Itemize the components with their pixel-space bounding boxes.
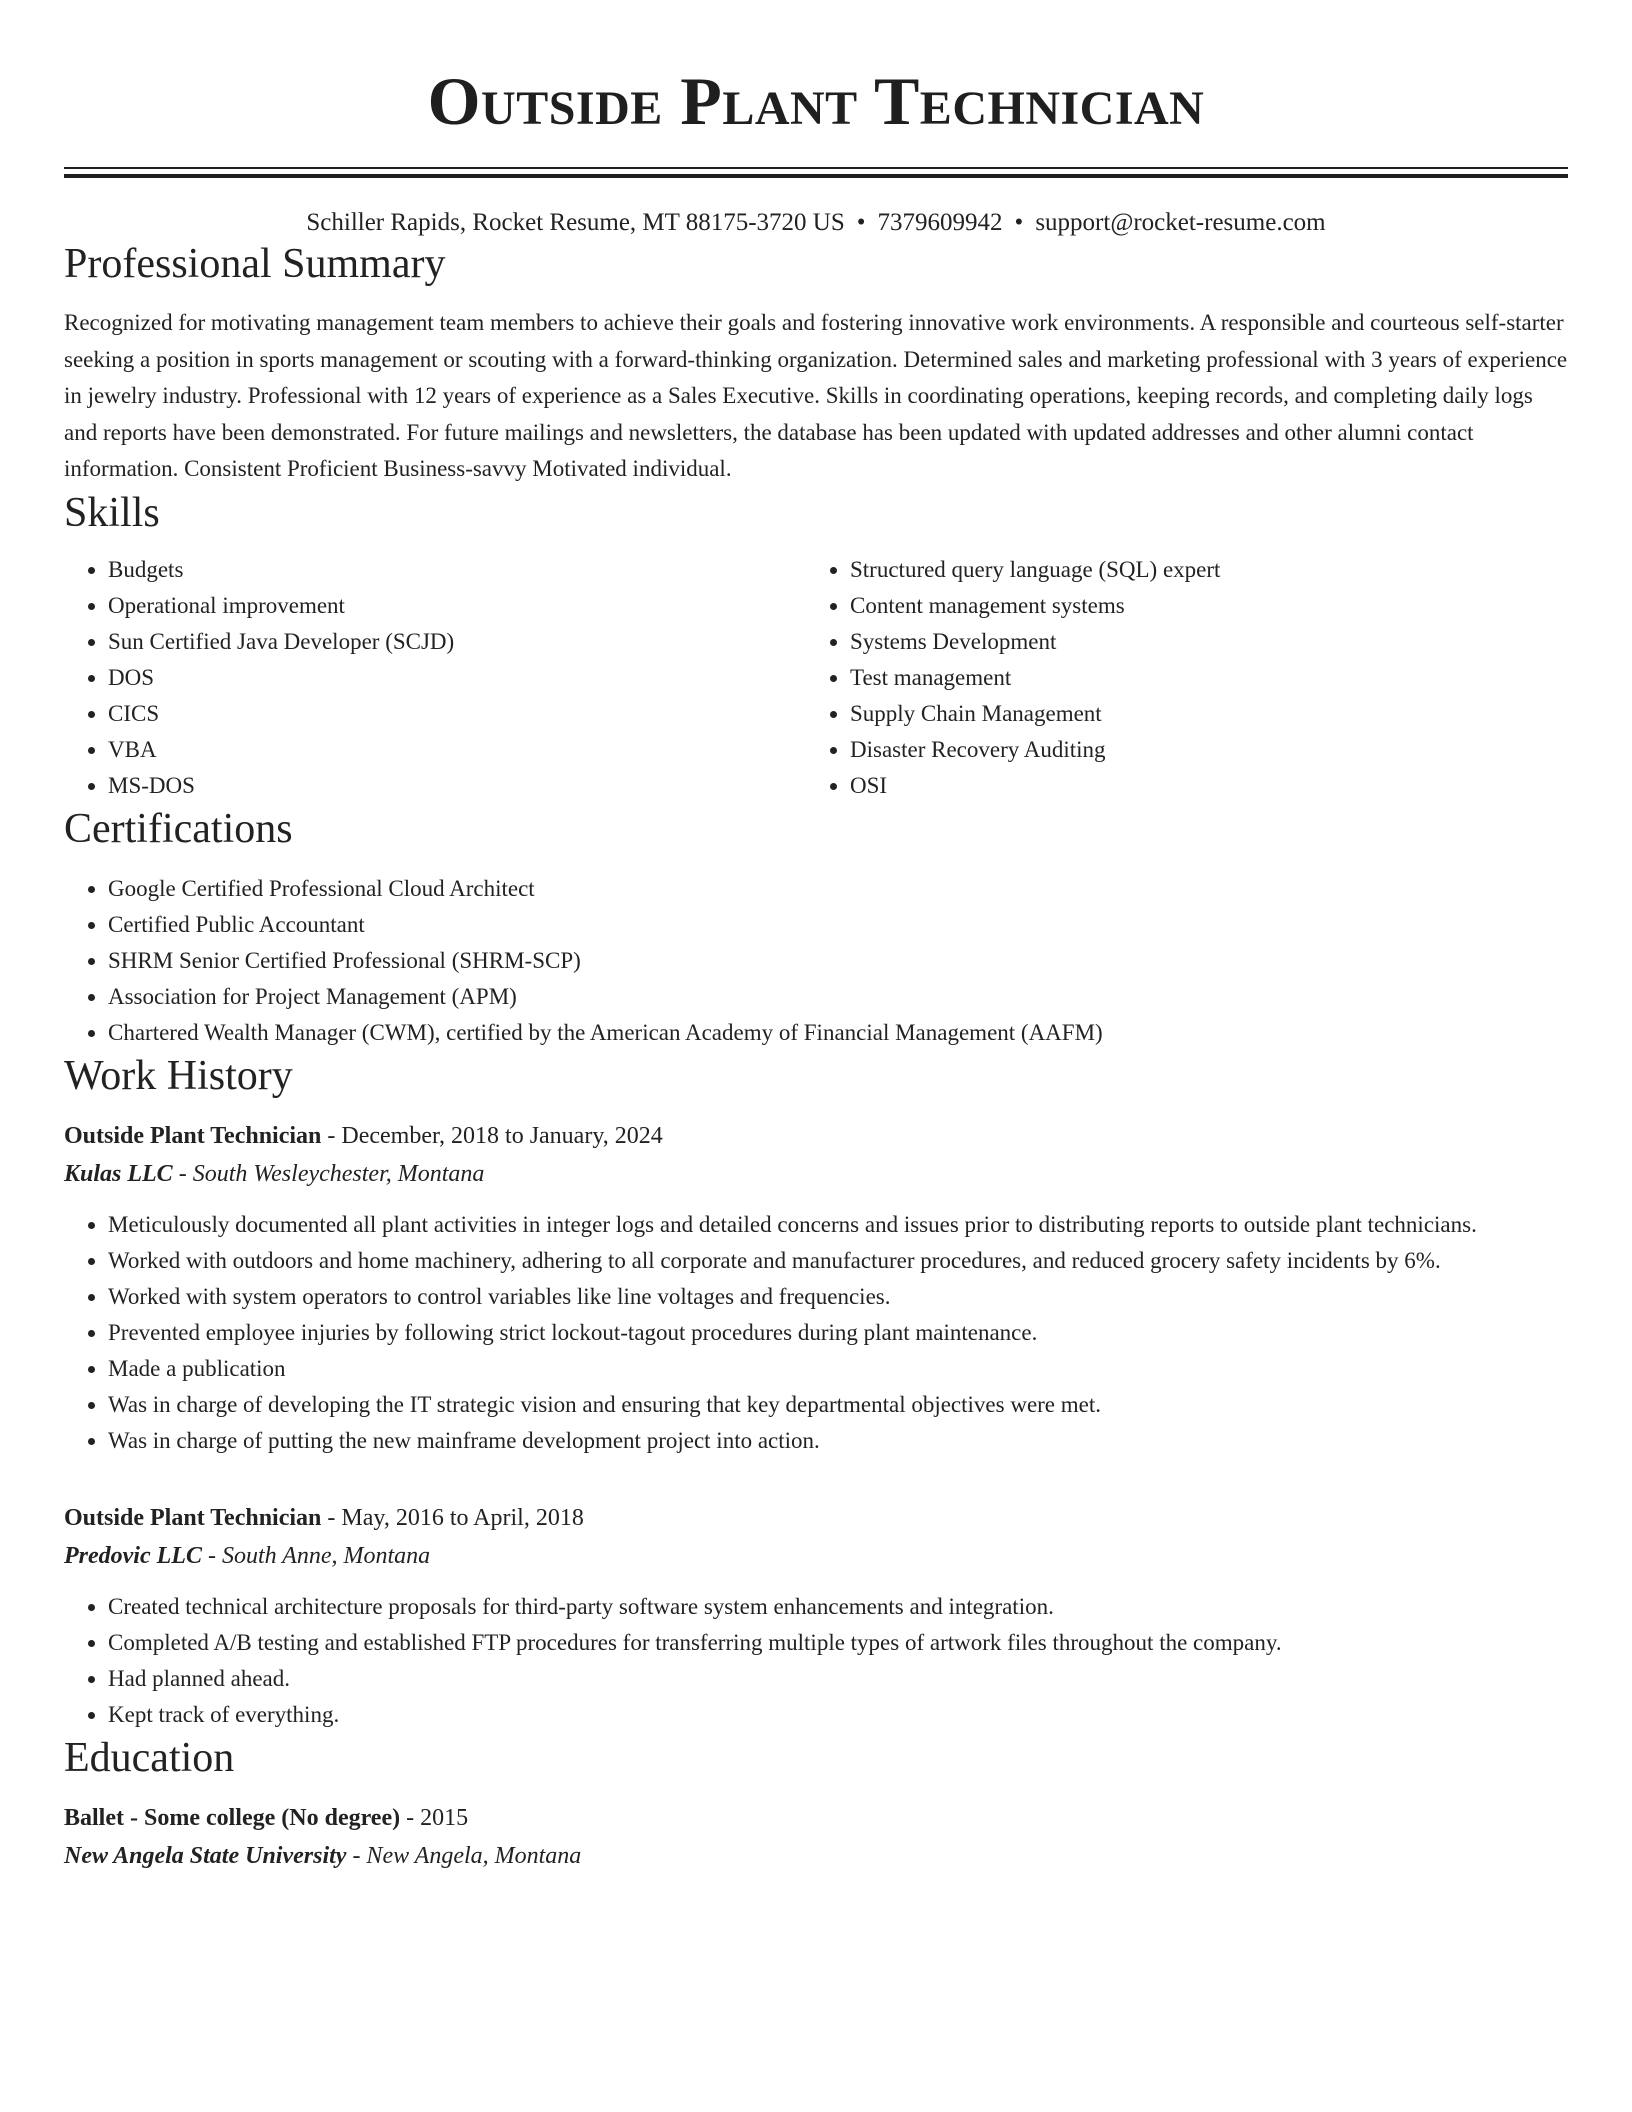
education-location: - New Angela, Montana <box>352 1842 582 1869</box>
resume-title: Outside Plant Technician <box>427 63 1205 139</box>
contact-line <box>64 207 1568 239</box>
job-dates: - May, 2016 to April, 2018 <box>327 1504 584 1531</box>
job-bullet: • Prevented employee injuries by following strict lockout-tagout procedures during plant maintenance. <box>108 1315 1568 1351</box>
job-bullet: • Created technical architecture proposals for third-party software system enhancements and integration. <box>108 1589 1568 1625</box>
certification-item: • Association for Project Management (APM) <box>108 979 1568 1015</box>
job-company-line <box>64 1537 1568 1575</box>
job-company: Kulas LLC <box>64 1160 173 1187</box>
job-entry <box>64 1117 1568 1459</box>
job-title-line <box>64 1117 1568 1155</box>
certification-item: • Certified Public Accountant <box>108 907 1568 943</box>
skill-item: • VBA <box>108 732 806 768</box>
contact-separator: • <box>856 209 866 236</box>
job-title-line <box>64 1499 1568 1537</box>
job-location: - South Anne, Montana <box>207 1542 431 1569</box>
job-bullet: • Meticulously documented all plant activities in integer logs and detailed concerns and issues prior to distributing reports to outside plant technicians. <box>108 1207 1568 1243</box>
skill-item: • Supply Chain Management <box>850 696 1548 732</box>
skills-columns <box>64 552 1568 804</box>
skill-item: • Budgets <box>108 552 806 588</box>
skill-item: • CICS <box>108 696 806 732</box>
title-double-rule <box>64 167 1568 178</box>
certification-item: • SHRM Senior Certified Professional (SHRM-SCP) <box>108 943 1568 979</box>
job-role: Outside Plant Technician <box>64 1504 322 1531</box>
education-heading: Education <box>64 1734 235 1781</box>
job-bullet: • Was in charge of developing the IT strategic vision and ensuring that key departmental objectives were met. <box>108 1387 1568 1423</box>
education-entry <box>64 1799 1568 1875</box>
skill-item: • Sun Certified Java Developer (SCJD) <box>108 624 806 660</box>
job-bullet: • Kept track of everything. <box>108 1697 1568 1733</box>
certifications-heading: Certifications <box>64 805 293 852</box>
skill-item: • Test management <box>850 660 1548 696</box>
job-bullet: • Completed A/B testing and established FTP procedures for transferring multiple types of artwork files throughout the company. <box>108 1625 1568 1661</box>
skills-list-left <box>64 552 806 804</box>
skill-item: • OSI <box>850 768 1548 804</box>
skills-column-left <box>64 552 806 804</box>
contact-address: Schiller Rapids, Rocket Resume, MT 88175-3720 US <box>306 209 845 236</box>
skill-item: • Operational improvement <box>108 588 806 624</box>
skills-column-right <box>806 552 1548 804</box>
contact-email: support@rocket-resume.com <box>1035 209 1326 236</box>
job-bullet: • Had planned ahead. <box>108 1661 1568 1697</box>
education-school: New Angela State University <box>64 1842 347 1869</box>
skill-item: • Structured query language (SQL) expert <box>850 552 1548 588</box>
certifications-list <box>64 871 1568 1051</box>
job-bullets <box>64 1207 1568 1459</box>
certification-item: • Google Certified Professional Cloud Architect <box>108 871 1568 907</box>
skill-item: • Systems Development <box>850 624 1548 660</box>
job-bullet: • Made a publication <box>108 1351 1568 1387</box>
skill-item: • Disaster Recovery Auditing <box>850 732 1548 768</box>
contact-separator: • <box>1014 209 1024 236</box>
skills-list-right <box>806 552 1548 804</box>
education-school-line <box>64 1837 1568 1875</box>
job-bullets <box>64 1589 1568 1733</box>
work-history-heading: Work History <box>64 1052 293 1099</box>
job-role: Outside Plant Technician <box>64 1122 322 1149</box>
job-bullet: • Worked with outdoors and home machinery, adhering to all corporate and manufacturer procedures, and reduced grocery safety incidents by 6%. <box>108 1243 1568 1279</box>
job-dates: - December, 2018 to January, 2024 <box>327 1122 663 1149</box>
skill-item: • Content management systems <box>850 588 1548 624</box>
certification-item: • Chartered Wealth Manager (CWM), certified by the American Academy of Financial Management (AAFM) <box>108 1015 1568 1051</box>
contact-phone: 7379609942 <box>877 209 1003 236</box>
job-entry <box>64 1499 1568 1733</box>
job-bullet: • Was in charge of putting the new mainframe development project into action. <box>108 1423 1568 1459</box>
skill-item: • MS-DOS <box>108 768 806 804</box>
education-degree-line <box>64 1799 1568 1837</box>
job-bullet: • Worked with system operators to control variables like line voltages and frequencies. <box>108 1279 1568 1315</box>
summary-heading: Professional Summary <box>64 241 446 287</box>
summary-text: Recognized for motivating management team members to achieve their goals and fostering innovative work environments. A responsible and courteous self-starter seeking a position in sports management or scouting with a forward-thinking organization. Determined sales and marketing professional with 3 years of experience in jewelry industry. Professional with 12 years of experience as a Sales Executive. Skills in coordinating operations, keeping records, and completing daily logs and reports have been demonstrated. For future mailings and newsletters, the database has been updated with updated addresses and other alumni contact information. Consistent Proficient Business-savvy Motivated individual. <box>64 310 1568 481</box>
job-company: Predovic LLC <box>64 1542 202 1569</box>
job-company-line <box>64 1155 1568 1193</box>
skill-item: • DOS <box>108 660 806 696</box>
education-degree: Ballet - Some college (No degree) <box>64 1804 401 1831</box>
job-location: - South Wesleychester, Montana <box>178 1160 485 1187</box>
skills-heading: Skills <box>64 489 160 536</box>
education-year: - 2015 <box>406 1804 469 1831</box>
